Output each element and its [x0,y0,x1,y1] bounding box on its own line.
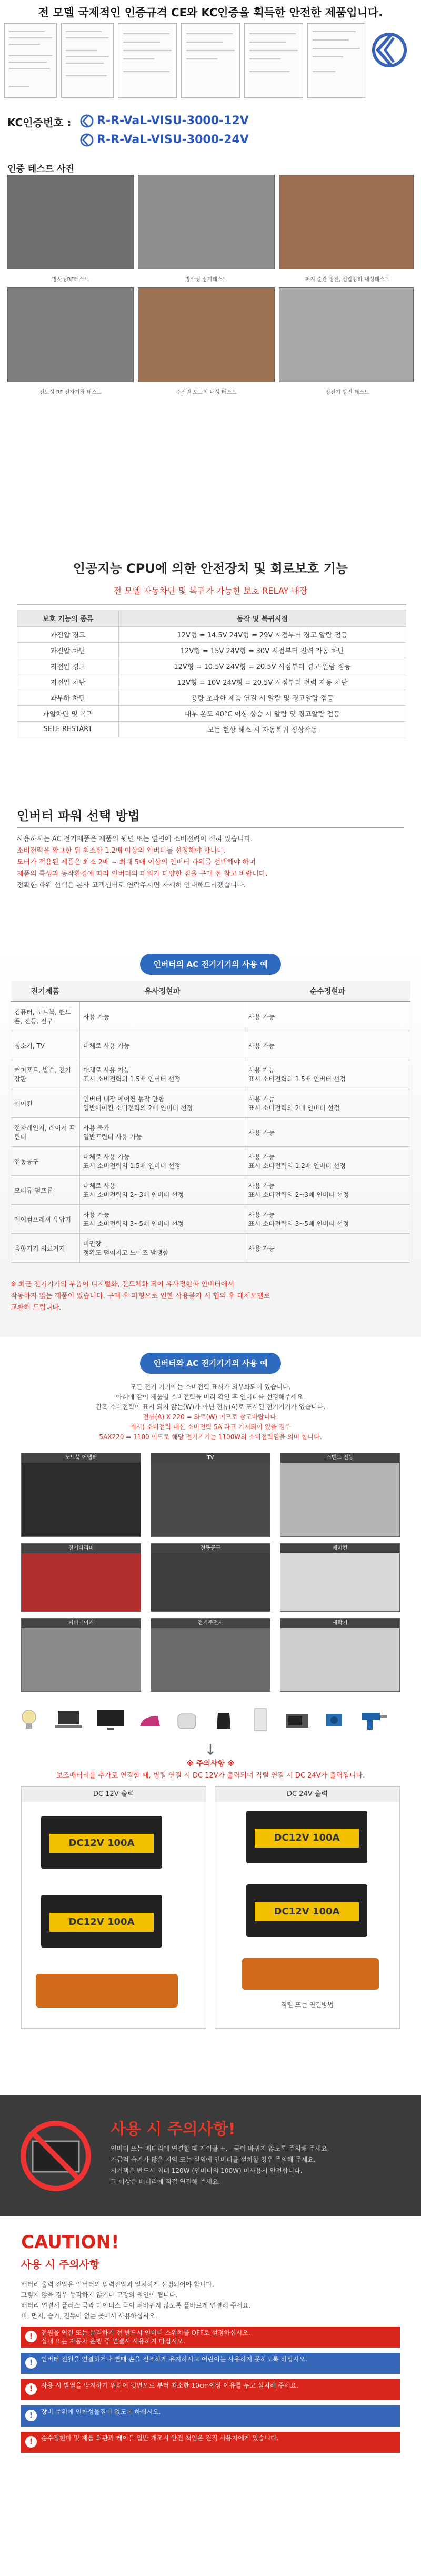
caution-row-5 [21,2432,400,2453]
appliance-modified-sine: 대체로 사용 가능 표시 소비전력의 1.5배 인버터 선정 [79,1147,245,1176]
kc-number-section [0,103,421,153]
drill-icon [358,1706,389,1733]
ce-certificate-2 [61,23,114,98]
appliance-modified-sine: 대체로 사용 표시 소비전력의 2~3배 인버터 선정 [79,1176,245,1205]
caution-row-text: 사용 시 발열을 방지하기 위하여 뒷면으로 부터 최소한 10cm이상 여유를 두고 설치해 주세요. [41,2382,298,2389]
inverter-right [242,1958,379,1990]
microwave-icon [284,1706,310,1733]
appliance-row [11,1176,410,1205]
selection-line: 모터가 적용된 제품은 최소 2배 ~ 최대 5배 이상의 인버터 파워를 선택해야 하며 [17,858,256,866]
appliance-pure-sine: 사용 가능 [245,1118,410,1147]
appliance-item: 전자레인지, 레이저 프린터 [11,1118,80,1147]
arrow-down-icon: ↓ [204,1741,217,1759]
protection-name: 과열차단 및 복귀 [17,706,119,722]
test-photo-5 [138,287,275,382]
test-caption-4: 전도성 RF 전자기장 테스트 [39,390,102,395]
test-caption-1: 방사성RF테스트 [52,277,89,283]
appliance-pure-sine: 사용 가능 [245,1234,410,1263]
appliance-item: 에어컴프레셔 유압기 [11,1205,80,1234]
usage-line: 인버터 또는 배터리에 연결할 때 케이블 +, - 극이 바뀌지 않도록 주의해 주세요. [111,2145,329,2152]
inverter-left [36,1974,178,2008]
kc-mark-icon [370,32,416,68]
appliance-pure-sine: 사용 가능 표시 소비전력의 2배 인버터 선정 [245,1089,410,1118]
appliance-item: 음향기기 의료기기 [11,1234,80,1263]
appliance-item: 에어컨 [11,1089,80,1118]
kc-certificate-2 [307,23,365,98]
example-label: 커피메이커 [22,1619,141,1628]
appliance-row [11,1118,410,1147]
example-line: 모든 전기 기기에는 소비전력 표시가 의무화되어 있습니다. [130,1383,291,1391]
battery-left-1 [41,1816,162,1869]
test-photos-section [0,158,421,405]
caution-row-text: 전원을 연결 또는 분리하기 전 반드시 인버터 스위치를 OFF로 설정하십시오. 실내 또는 자동차 운행 중 연결시 사용하지 마십시오. [41,2329,250,2345]
example-photo-aircon [280,1543,400,1612]
example-line: 전류(A) X 220 = 와트(W) 이므로 참고바랍니다. [143,1413,278,1421]
caution-intro-line: 그렇지 않을 경우 동작하지 않거나 고장의 원인이 됩니다. [21,2291,178,2299]
example-label: 스탠드 전등 [280,1453,399,1463]
protection-subtitle: 전 모델 자동차단 및 복귀가 가능한 보호 RELAY 내장 [113,586,308,596]
battery-left-2 [41,1895,162,1948]
test-photo-6 [279,287,414,382]
appliance-pure-sine: 사용 가능 표시 소비전력의 3~5배 인버터 선정 [245,1205,410,1234]
caution-en-title: CAUTION! [21,2232,119,2253]
example-photo-kettle [151,1618,270,1692]
test-caption-5: 주전원 포트의 내성 테스트 [176,390,237,395]
appliance-icon-row [16,1701,405,1739]
appliance-row [11,1002,410,1031]
battery-right-1 [246,1811,367,1863]
protection-name: 과부하 차단 [17,690,119,706]
caution-intro-line: 비, 먼지, 습기, 진동이 없는 곳에서 사용하십시오. [21,2312,157,2320]
test-photo-4 [7,287,134,382]
protection-name: 저전압 차단 [17,674,119,690]
appliance-row [11,1205,410,1234]
selection-line: 사용하시는 AC 전기제품은 제품의 뒷면 또는 옆면에 소비전력이 적혀 있습니다. [17,835,253,843]
usage-line: 시거잭은 반드시 최대 120W (인버터의 100W) 미사용시 안전합니다. [111,2167,303,2174]
appliance-modified-sine: 대체로 사용 가능 표시 소비전력의 1.5배 인버터 선정 [79,1060,245,1089]
usage-section [0,2095,421,2216]
appliance-pure-sine: 사용 가능 표시 소비전력의 1.5배 인버터 선정 [245,1060,410,1089]
caution-en-section [0,2221,421,2576]
protection-section [0,542,421,790]
bulb-icon [16,1706,42,1733]
selection-footnote: 작동하지 않는 제품이 있습니다. 구매 후 파형으로 인한 사용불가 시 협의 후 대체모델로 [11,1292,270,1300]
appliance-pure-sine: 사용 가능 표시 소비전력의 2~3배 인버터 선정 [245,1176,410,1205]
caution-title: ※ 주의사항 ※ [186,1760,235,1768]
appliance-pure-sine: 사용 가능 [245,1002,410,1031]
appliance-pure-sine: 사용 가능 표시 소비전력의 1.2배 인버터 선정 [245,1147,410,1176]
selection-line: 정확한 파워 선택은 본사 고객센터로 연락주시면 자세히 안내해드리겠습니다. [17,882,246,890]
caution-row-text: 장비 주위에 인화성물질이 없도록 하십시오. [41,2408,161,2415]
appliance-pill: 인버터의 AC 전기기기의 사용 예 [140,954,281,975]
kc-certificate-1 [244,23,303,98]
test-caption-3: 퍼지 순간 정전, 전압강하 내성테스트 [305,277,390,283]
tests-title: 인증 테스트 사진 [7,164,74,174]
example-label: 전기다리미 [22,1544,141,1553]
protection-table [17,610,406,737]
appliance-row [11,1089,410,1118]
protection-name: 저전압 경고 [17,658,119,674]
protection-name: 과전압 차단 [17,643,119,658]
example-line: 예시) 소비전력 대신 소비전력 5A 라고 기재되어 있을 경우 [129,1423,292,1431]
appliance-section [0,947,421,1337]
battery-label: DC12V 100A [255,1829,359,1848]
series-label: 직렬 또는 연결방법 [280,2001,334,2009]
page-title: 전 모델 국제적인 인증규격 CE와 KC인증을 획득한 안전한 제품입니다. [38,6,383,19]
example-photo-washer [280,1618,400,1692]
caution-en-subtitle: 사용 시 주의사항 [21,2258,100,2271]
protection-col1-header: 보호 기능의 종류 [17,610,119,627]
ce-certificate-4 [181,23,240,98]
caution-row-text: 순수정현파 및 제품 외관과 케이블 일반 개조시 안전 책임은 전적 사용자에게 있습니다. [41,2434,279,2442]
selection-title: 인버터 파워 선택 방법 [17,808,140,823]
kc-small-icon-2 [80,132,96,148]
appliance-row [11,1031,410,1060]
test-caption-2: 방사성 정계테스트 [185,277,228,283]
example-pill: 인버터와 AC 전기기기의 사용 예 [140,1353,281,1374]
appliance-header: 순수정현파 [245,981,410,1002]
protection-desc: 12V형 = 14.5V 24V형 = 29V 시점부터 경고 알람 점등 [119,627,406,643]
appliance-item: 컴퓨터, 노트북, 핸드폰, 전등, 전구 [11,1002,80,1031]
rice-cooker-icon [174,1706,200,1733]
protection-name: 과전압 경고 [17,627,119,643]
caution-intro-line: 배터리 출력 전압은 인버터의 입력전압과 일치하게 선정되어야 합니다. [21,2281,214,2288]
appliance-modified-sine: 대체로 사용 가능 [79,1031,245,1060]
usage-line: 가급적 습기가 많은 지역 또는 실외에 인버터를 설치할 경우 주의해 주세요. [111,2156,316,2163]
warning-icon: ! [25,2331,37,2342]
header-section [0,0,421,63]
appliance-modified-sine: 사용 가능 표시 소비전력의 3~5배 인버터 선정 [79,1205,245,1234]
pump-icon [321,1706,347,1733]
selection-line: 제품의 특성과 동작환경에 따라 인버터의 파워가 다양한 점을 구매 전 참고 바랍니다. [17,870,268,878]
protection-desc: 12V형 = 10V 24V형 = 20.5V 시점부터 전력 자동 차단 [119,674,406,690]
warning-icon: ! [25,2436,37,2448]
appliance-item: 전동공구 [11,1147,80,1176]
kc-small-icon-1 [80,113,96,129]
caution-row-3 [21,2379,400,2400]
appliance-row [11,1060,410,1089]
example-line: 아래에 같이 제품별 소비전력을 미리 확인 후 인버터를 선정해주세요. [116,1393,305,1401]
protection-col2-header: 동작 및 복귀시점 [119,610,406,627]
appliance-pure-sine: 사용 가능 [245,1031,410,1060]
example-photo-iron [21,1543,141,1612]
example-label: 세탁기 [280,1619,399,1628]
battery-label: DC12V 100A [49,1834,154,1853]
protection-desc: 용량 초과한 제품 연결 시 알람 및 경고알람 점등 [119,690,406,706]
appliance-item: 커피포트, 밥솥, 전기장판 [11,1060,80,1089]
example-photo-coffee [21,1618,141,1692]
appliance-modified-sine: 사용 불가 일반프린터 사용 가능 [79,1118,245,1147]
caution-row-2 [21,2353,400,2374]
test-photo-2 [138,175,275,269]
test-photo-3 [279,175,414,269]
battery-right-2 [246,1884,367,1937]
selection-footnote: ※ 최근 전기기기의 부품이 디지털화, 전도체화 되어 유사정현파 인버터에서 [11,1281,234,1289]
example-photo-tv [151,1453,270,1537]
example-label: 전동공구 [151,1544,270,1553]
caution-row-text: 인버터 전원을 연결하거나 뺄때 손을 전조하게 유지하시고 어린이는 사용하지 못하도록 하십시오. [41,2355,307,2363]
usage-title: 사용 시 주의사항! [111,2120,236,2139]
kc-label: KC인증번호 : [7,116,72,129]
appliance-row [11,1234,410,1263]
tv-icon [95,1706,126,1733]
iron-icon [137,1706,163,1733]
dc24-label: DC 24V 출력 [215,1787,399,1802]
kc-number-12v: R-R-VaL-VISU-3000-12V [97,114,249,127]
appliance-table [11,981,410,1263]
fridge-icon [247,1706,274,1733]
protection-desc: 12V형 = 15V 24V형 = 30V 시점부터 전력 자동 차단 [119,643,406,658]
example-photo-lamp [280,1453,400,1537]
caution-section [0,1753,421,2090]
usage-line: 그 이상은 배터리에 직접 연결해 주세요. [111,2178,220,2185]
protection-desc: 내부 온도 40°C 이상 상승 시 알람 및 경고알람 점등 [119,706,406,722]
warning-icon: ! [25,2357,37,2369]
appliance-row [11,1147,410,1176]
test-photo-1 [7,175,134,269]
caution-row-4 [21,2405,400,2427]
warning-icon: ! [25,2410,37,2421]
battery-label: DC12V 100A [255,1902,359,1921]
protection-title: 인공지능 CPU에 의한 안전장치 및 회로보호 기능 [73,561,348,576]
test-caption-6: 정전기 방전 테스트 [325,390,369,395]
ce-certificate-3 [118,23,177,98]
dc12-label: DC 12V 출력 [22,1787,206,1802]
warning-icon: ! [25,2383,37,2395]
no-wet-tv-icon [14,2113,98,2197]
protection-desc: 모든 현상 해소 시 자동복귀 정상작동 [119,722,406,737]
example-label: TV [151,1453,270,1463]
ce-certificate-1 [4,23,57,98]
example-label: 전기주전자 [151,1619,270,1628]
caution-intro-line: 배터리 연결시 플러스 극과 마이너스 극이 뒤바뀌지 않도록 플바르게 연결해 주세요. [21,2302,251,2309]
caution-text: 보조배터리를 추가로 연결할 때, 병렬 연결 시 DC 12V가 출력되며 직렬 연결 시 DC 24V가 출력됩니다. [56,1772,365,1780]
caution-row-1 [21,2327,400,2348]
appliance-modified-sine: 사용 가능 [79,1002,245,1031]
appliance-header: 유사정현파 [79,981,245,1002]
appliance-modified-sine: 비권장 정확도 떨어지고 노이즈 발생함 [79,1234,245,1263]
appliance-item: 청소기, TV [11,1031,80,1060]
appliance-header: 전기제품 [11,981,80,1002]
example-photo-laptop [21,1453,141,1537]
selection-line: 소비전력을 확그한 뒤 최소한 1.2배 이상의 인버터를 선정해야 합니다. [17,847,226,855]
laptop-icon [53,1706,84,1733]
protection-desc: 12V형 = 10.5V 24V형 = 20.5V 시점부터 경고 알람 점등 [119,658,406,674]
example-line: 5AX220 = 1100 이므로 해당 전기기기는 1100W의 소비전력임을 의미 합니다. [99,1433,322,1441]
selection-footnote: 교환해 드립니다. [11,1304,62,1312]
kettle-icon [210,1706,237,1733]
example-label: 노트북 어댑터 [22,1453,141,1463]
appliance-item: 모터류 펌프류 [11,1176,80,1205]
protection-name: SELF RESTART [17,722,119,737]
example-photo-tool [151,1543,270,1612]
appliance-modified-sine: 인버터 내장 에어컨 동작 안함 일반에어컨 소비전력의 2배 인버터 선정 [79,1089,245,1118]
example-label: 에어컨 [280,1544,399,1553]
kc-number-24v: R-R-VaL-VISU-3000-24V [97,133,249,146]
example-line: 간혹 소비전력이 표시 되지 않는(W)가 아닌 전류(A)로 표시된 전기기기가 있습니다. [95,1403,326,1411]
battery-label: DC12V 100A [49,1913,154,1932]
selection-section [0,790,421,947]
